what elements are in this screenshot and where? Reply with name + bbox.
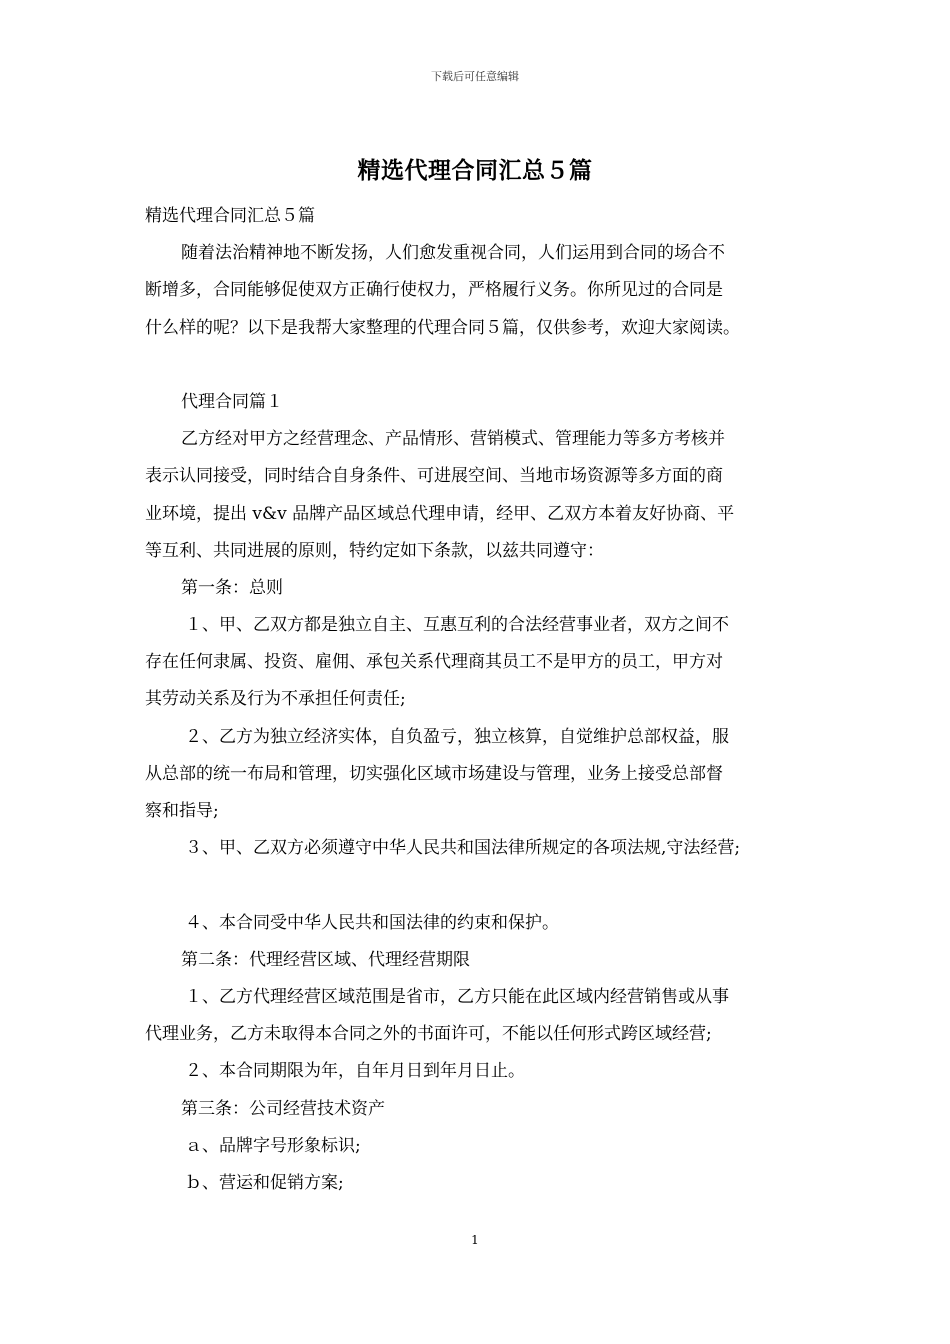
paragraph-line: 其劳动关系及行为不承担任何责任; — [145, 689, 406, 710]
paragraph-line: 察和指导; — [145, 801, 219, 821]
paragraph-line: 什么样的呢？以下是我帮大家整理的代理合同５篇，仅供参考，欢迎大家阅读。 — [145, 317, 740, 338]
paragraph-line: 第二条：代理经营区域、代理经营期限 — [181, 949, 470, 970]
paragraph-line: 代理合同篇１ — [181, 391, 283, 412]
paragraph-line: ｂ、营运和促销方案; — [185, 1172, 344, 1193]
blank-line — [145, 867, 815, 904]
paragraph-line: 代理业务，乙方未取得本合同之外的书面许可，不能以任何形式跨区域经营; — [145, 1024, 712, 1045]
paragraph-line: 精选代理合同汇总５篇 — [145, 206, 315, 226]
paragraph-line: 等互利、共同进展的原则，特约定如下条款，以兹共同遵守： — [145, 540, 604, 561]
paragraph-line: ２、乙方为独立经济实体，自负盈亏，独立核算，自觉维护总部权益，服 — [185, 726, 729, 747]
paragraph-line: ａ、品牌字号形象标识; — [185, 1135, 361, 1156]
paragraph-line: １、乙方代理经营区域范围是省市，乙方只能在此区域内经营销售或从事 — [185, 986, 729, 1007]
blank-line — [145, 347, 815, 384]
paragraph-line: ３、甲、乙双方必须遵守中华人民共和国法律所规定的各项法规,守法经营; — [185, 838, 741, 859]
document-body — [145, 198, 815, 1202]
document-title: 精选代理合同汇总５篇 — [357, 158, 593, 184]
paragraph-line: ４、本合同受中华人民共和国法律的约束和保护。 — [185, 912, 559, 933]
paragraph-line: ２、本合同期限为年，自年月日到年月日止。 — [185, 1061, 525, 1082]
paragraph-line: 断增多，合同能够促使双方正确行使权力，严格履行义务。你所见过的合同是 — [145, 280, 723, 301]
paragraph-line: 业环境，提出 v&v 品牌产品区域总代理申请，经甲、乙双方本着友好协商、平 — [145, 503, 735, 524]
paragraph-line: 第三条：公司经营技术资产 — [181, 1098, 385, 1119]
paragraph-line: １、甲、乙双方都是独立自主、互惠互利的合法经营事业者，双方之间不 — [185, 615, 729, 636]
paragraph-line: 第一条：总则 — [181, 577, 283, 598]
header-note: 下载后可任意编辑 — [431, 70, 519, 83]
paragraph-line: 存在任何隶属、投资、雇佣、承包关系代理商其员工不是甲方的员工，甲方对 — [145, 652, 723, 673]
page-number: 1 — [471, 1233, 479, 1247]
paragraph-line: 表示认同接受，同时结合自身条件、可进展空间、当地市场资源等多方面的商 — [145, 466, 723, 487]
paragraph-line: 从总部的统一布局和管理，切实强化区域市场建设与管理，业务上接受总部督 — [145, 763, 723, 784]
paragraph-line: 随着法治精神地不断发扬，人们愈发重视合同，人们运用到合同的场合不 — [181, 243, 725, 264]
paragraph-line: 乙方经对甲方之经营理念、产品情形、营销模式、管理能力等多方考核并 — [181, 429, 725, 450]
